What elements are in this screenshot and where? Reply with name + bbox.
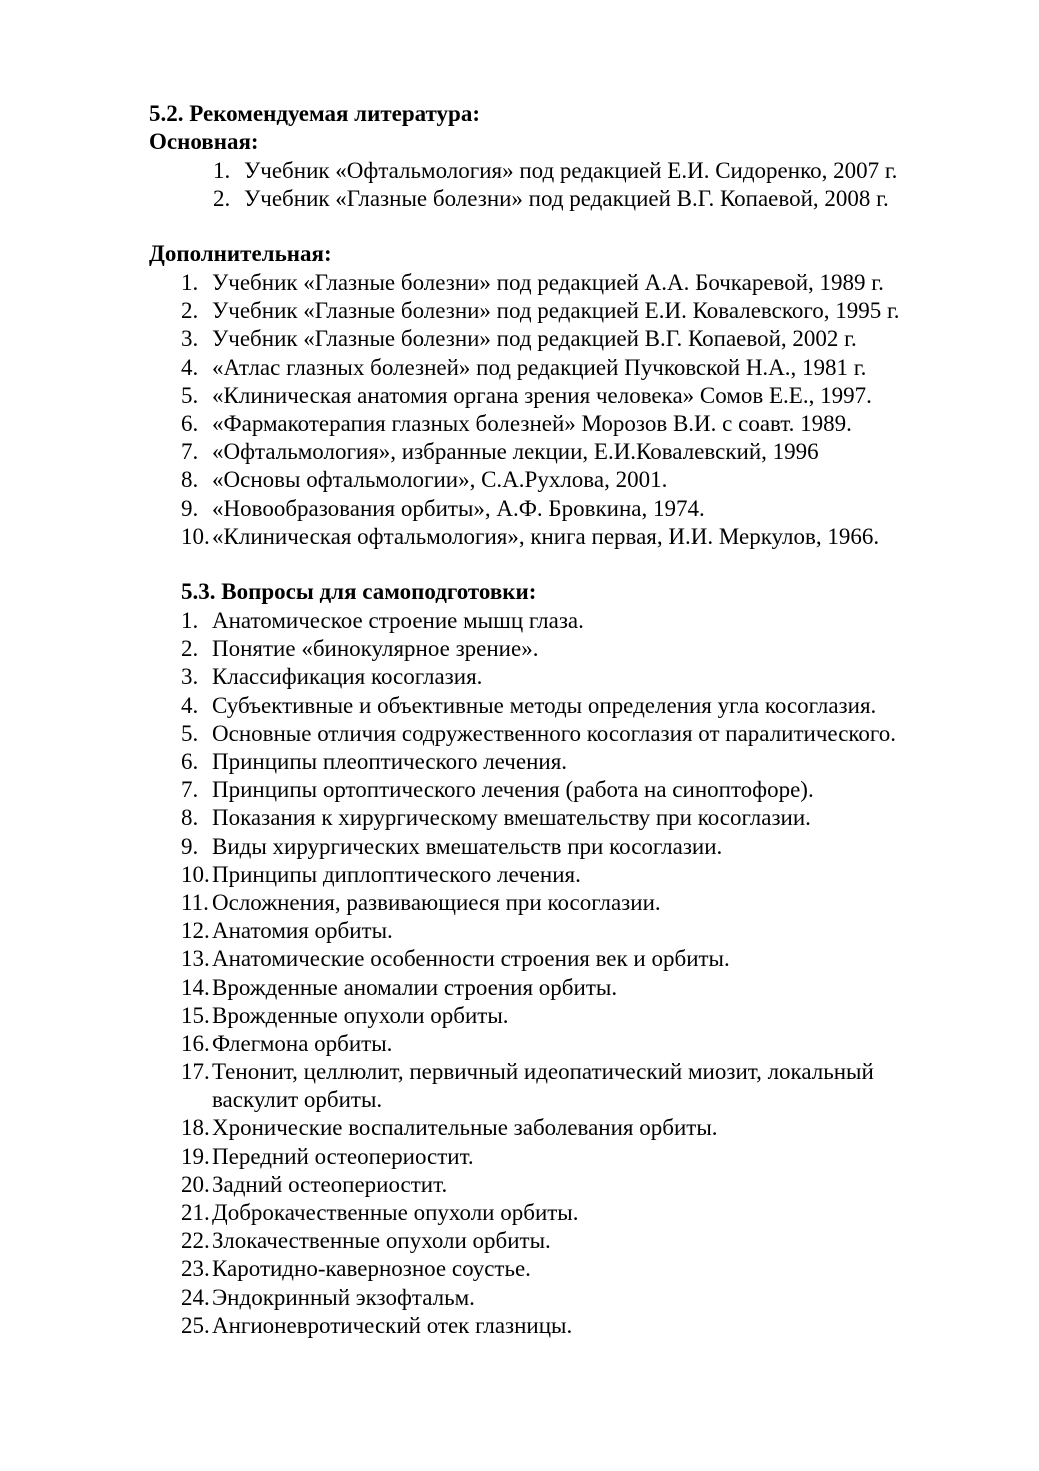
list-item-text: Классификация косоглазия. [212,664,483,690]
list-item-text: Врожденные аномалии строения орбиты. [212,974,618,1000]
list-item-text: «Фармакотерапия глазных болезней» Морозов В.И. с соавт. 1989. [212,411,852,436]
list-item-text: Анатомия орбиты. [212,918,393,944]
list-item-number: 1. [181,270,199,295]
list-item-number: 18. [181,1115,210,1141]
list-item-text: «Клиническая анатомия органа зрения человека» Сомов Е.Е., 1997. [212,382,872,408]
list-item-text: Учебник «Глазные болезни» под редакцией А.А. Бочкаревой, 1989 г. [212,270,884,295]
list-item-number: 10. [181,523,210,549]
list-item-number: 5. [181,382,199,408]
list-item-text: Основные отличия содружественного косоглазия от паралитического. [212,720,897,746]
list-item-text: Учебник «Глазные болезни» под редакцией В.Г. Копаевой, 2008 г. [244,186,889,211]
list-item-number: 4. [181,692,199,718]
list-item-text: Флегмона орбиты. [212,1031,393,1056]
list-item-number: 9. [181,833,199,859]
list-item-text: Принципы плеоптического лечения. [212,749,568,774]
list-item-number: 25. [181,1312,210,1338]
list-item-text: «Офтальмология», избранные лекции, Е.И.Ковалевский, 1996 [212,439,819,465]
list-item-number: 6. [181,411,199,436]
list-item-number: 4. [181,354,199,380]
list-item-number: 23. [181,1256,210,1282]
list-item-text: Доброкачественные опухоли орбиты. [212,1200,579,1225]
list-item-number: 13. [181,946,210,972]
list-item-text: Понятие «бинокулярное зрение». [212,636,539,662]
list-item-number: 2. [181,298,199,324]
list-item-text: Хронические воспалительные заболевания орбиты. [212,1115,718,1141]
list-item-number: 19. [181,1143,210,1169]
list-item-number: 10. [181,861,210,887]
list-item-text: Эндокринный экзофтальм. [212,1284,475,1310]
list-item-number: 15. [181,1002,210,1028]
list-item-number: 1. [181,608,199,633]
list-item-text: Задний остеопериостит. [212,1171,448,1197]
list-item-text: Виды хирургических вмешательств при косоглазии. [212,833,723,859]
list-item-number: 2. [181,636,199,662]
list-item-text: Врожденные опухоли орбиты. [212,1002,509,1028]
list-item-number: 5. [181,720,199,746]
list-item-text: Каротидно-кавернозное соустье. [212,1256,531,1282]
list-item-number: 7. [181,777,199,803]
list-item-text: Показания к хирургическому вмешательству при косоглазии. [212,805,811,831]
list-item-number: 8. [181,805,199,831]
list-item-text: Принципы ортоптического лечения (работа на синоптофоре). [212,777,814,803]
list-item-number: 21. [181,1200,210,1225]
list-item-number: 8. [181,467,199,493]
list-item-text: Анатомическое строение мышц глаза. [212,608,584,633]
list-item-text: Анатомические особенности строения век и орбиты. [212,946,730,972]
list-item-text-continued: васкулит орбиты. [212,1087,383,1113]
list-item-number: 1. [213,158,231,183]
list-item-text: Осложнения, развивающиеся при косоглазии. [212,890,661,915]
list-item-text: «Основы офтальмологии», С.А.Рухлова, 2001. [212,467,668,493]
list-item-text: Субъективные и объективные методы определения угла косоглазия. [212,692,877,718]
list-item-text: «Новообразования орбиты», А.Ф. Бровкина, 1974. [212,495,705,521]
list-item-number: 20. [181,1171,210,1197]
list-item-text: Учебник «Глазные болезни» под редакцией В.Г. Копаевой, 2002 г. [212,326,857,352]
list-item-text: Ангионевротический отек глазницы. [212,1312,573,1338]
additional-literature-heading: Дополнительная: [149,241,332,266]
list-item-number: 3. [181,326,199,352]
list-item-text: «Клиническая офтальмология», книга первая, И.И. Меркулов, 1966. [212,523,880,549]
list-item-number: 16. [181,1031,210,1056]
section-5-3-title: 5.3. Вопросы для самоподготовки: [181,579,537,604]
list-item-number: 2. [213,186,231,211]
list-item-text: Передний остеопериостит. [212,1143,474,1169]
list-item-number: 14. [181,974,210,1000]
list-item-text: «Атлас глазных болезней» под редакцией Пучковской Н.А., 1981 г. [212,354,867,380]
list-item-text: Злокачественные опухоли орбиты. [212,1228,551,1254]
list-item-number: 22. [181,1228,210,1254]
list-item-number: 9. [181,495,199,521]
list-item-text: Тенонит, целлюлит, первичный идеопатический миозит, локальный [212,1059,874,1085]
list-item-number: 3. [181,664,199,690]
list-item-number: 17. [181,1059,210,1085]
section-5-2-title: 5.2. Рекомендуемая литература: [149,101,480,126]
list-item-number: 12. [181,918,210,944]
list-item-number: 11. [181,890,209,915]
list-item-number: 7. [181,439,199,465]
list-item-text: Принципы диплоптического лечения. [212,861,581,887]
list-item-text: Учебник «Глазные болезни» под редакцией Е.И. Ковалевского, 1995 г. [212,298,900,324]
list-item-number: 24. [181,1284,210,1310]
list-item-number: 6. [181,749,199,774]
main-literature-heading: Основная: [149,129,259,154]
list-item-text: Учебник «Офтальмология» под редакцией Е.И. Сидоренко, 2007 г. [244,158,898,183]
